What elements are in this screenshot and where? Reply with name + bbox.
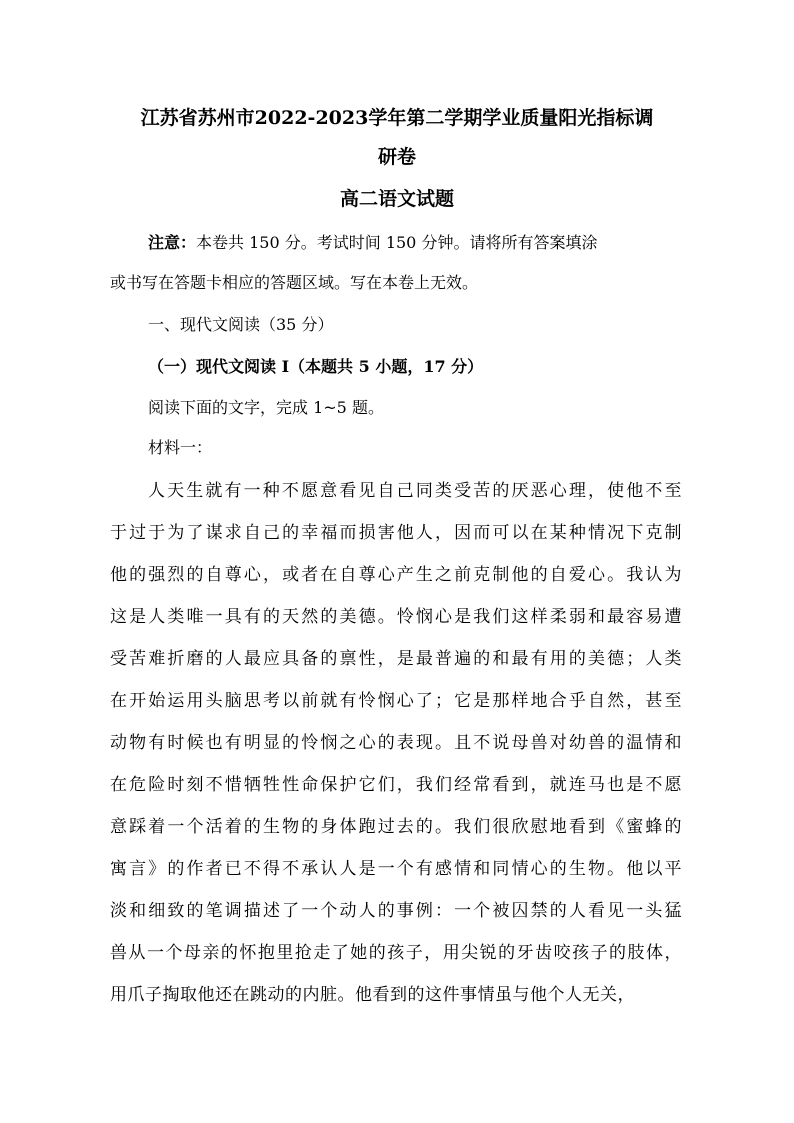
passage-line: 兽从一个母亲的怀抱里抢走了她的孩子，用尖锐的牙齿咬孩子的肢体， <box>110 943 682 963</box>
passage-line: 他的强烈的自尊心，或者在自尊心产生之前克制他的自爱心。我认为 <box>110 565 682 585</box>
exam-title-line1: 江苏省苏州市2022-2023学年第二学期学业质量阳光指标调 <box>140 107 654 129</box>
exam-title-line2: 研卷 <box>377 146 416 168</box>
exam-subtitle: 高二语文试题 <box>339 188 454 210</box>
notice-label: 注意： <box>148 233 197 252</box>
passage-line: 动物有时候也有明显的怜悯之心的表现。且不说母兽对幼兽的温情和 <box>110 733 682 753</box>
section-subheading: （一）现代文阅读 I（本题共 5 小题，17 分） <box>148 357 484 376</box>
notice-text: 本卷共 150 分。考试时间 150 分钟。请将所有答案填涂 <box>196 233 598 252</box>
passage-line: 淡和细致的笔调描述了一个动人的事例：一个被囚禁的人看见一头猛 <box>110 901 682 921</box>
reading-instruction: 阅读下面的文字，完成 1~5 题。 <box>148 398 384 417</box>
notice-line2: 或书写在答题卡相应的答题区域。写在本卷上无效。 <box>110 273 479 292</box>
passage-line: 受苦难折磨的人最应具备的禀性，是最普遍的和最有用的美德；人类 <box>110 649 682 669</box>
section-heading: 一、现代文阅读（35 分） <box>148 315 334 334</box>
passage-line: 寓言》的作者已不得不承认人是一个有感情和同情心的生物。他以平 <box>110 859 682 879</box>
passage-line: 用爪子掏取他还在跳动的内脏。他看到的这件事情虽与他个人无关， <box>110 985 635 1005</box>
passage-line: 在危险时刻不惜牺牲性命保护它们，我们经常看到，就连马也是不愿 <box>110 775 682 795</box>
passage-line: 意踩着一个活着的生物的身体跑过去的。我们很欣慰地看到《蜜蜂的 <box>110 817 682 837</box>
passage-line: 人天生就有一种不愿意看见自己同类受苦的厌恶心理，使他不至 <box>148 481 682 501</box>
passage-line: 于过于为了谋求自己的幸福而损害他人，因而可以在某种情况下克制 <box>110 523 682 543</box>
material-label: 材料一： <box>148 438 213 457</box>
passage-line: 这是人类唯一具有的天然的美德。怜悯心是我们这样柔弱和最容易遭 <box>110 607 682 627</box>
passage-line: 在开始运用头脑思考以前就有怜悯心了；它是那样地合乎自然，甚至 <box>110 691 682 711</box>
notice-line1 <box>148 232 690 254</box>
